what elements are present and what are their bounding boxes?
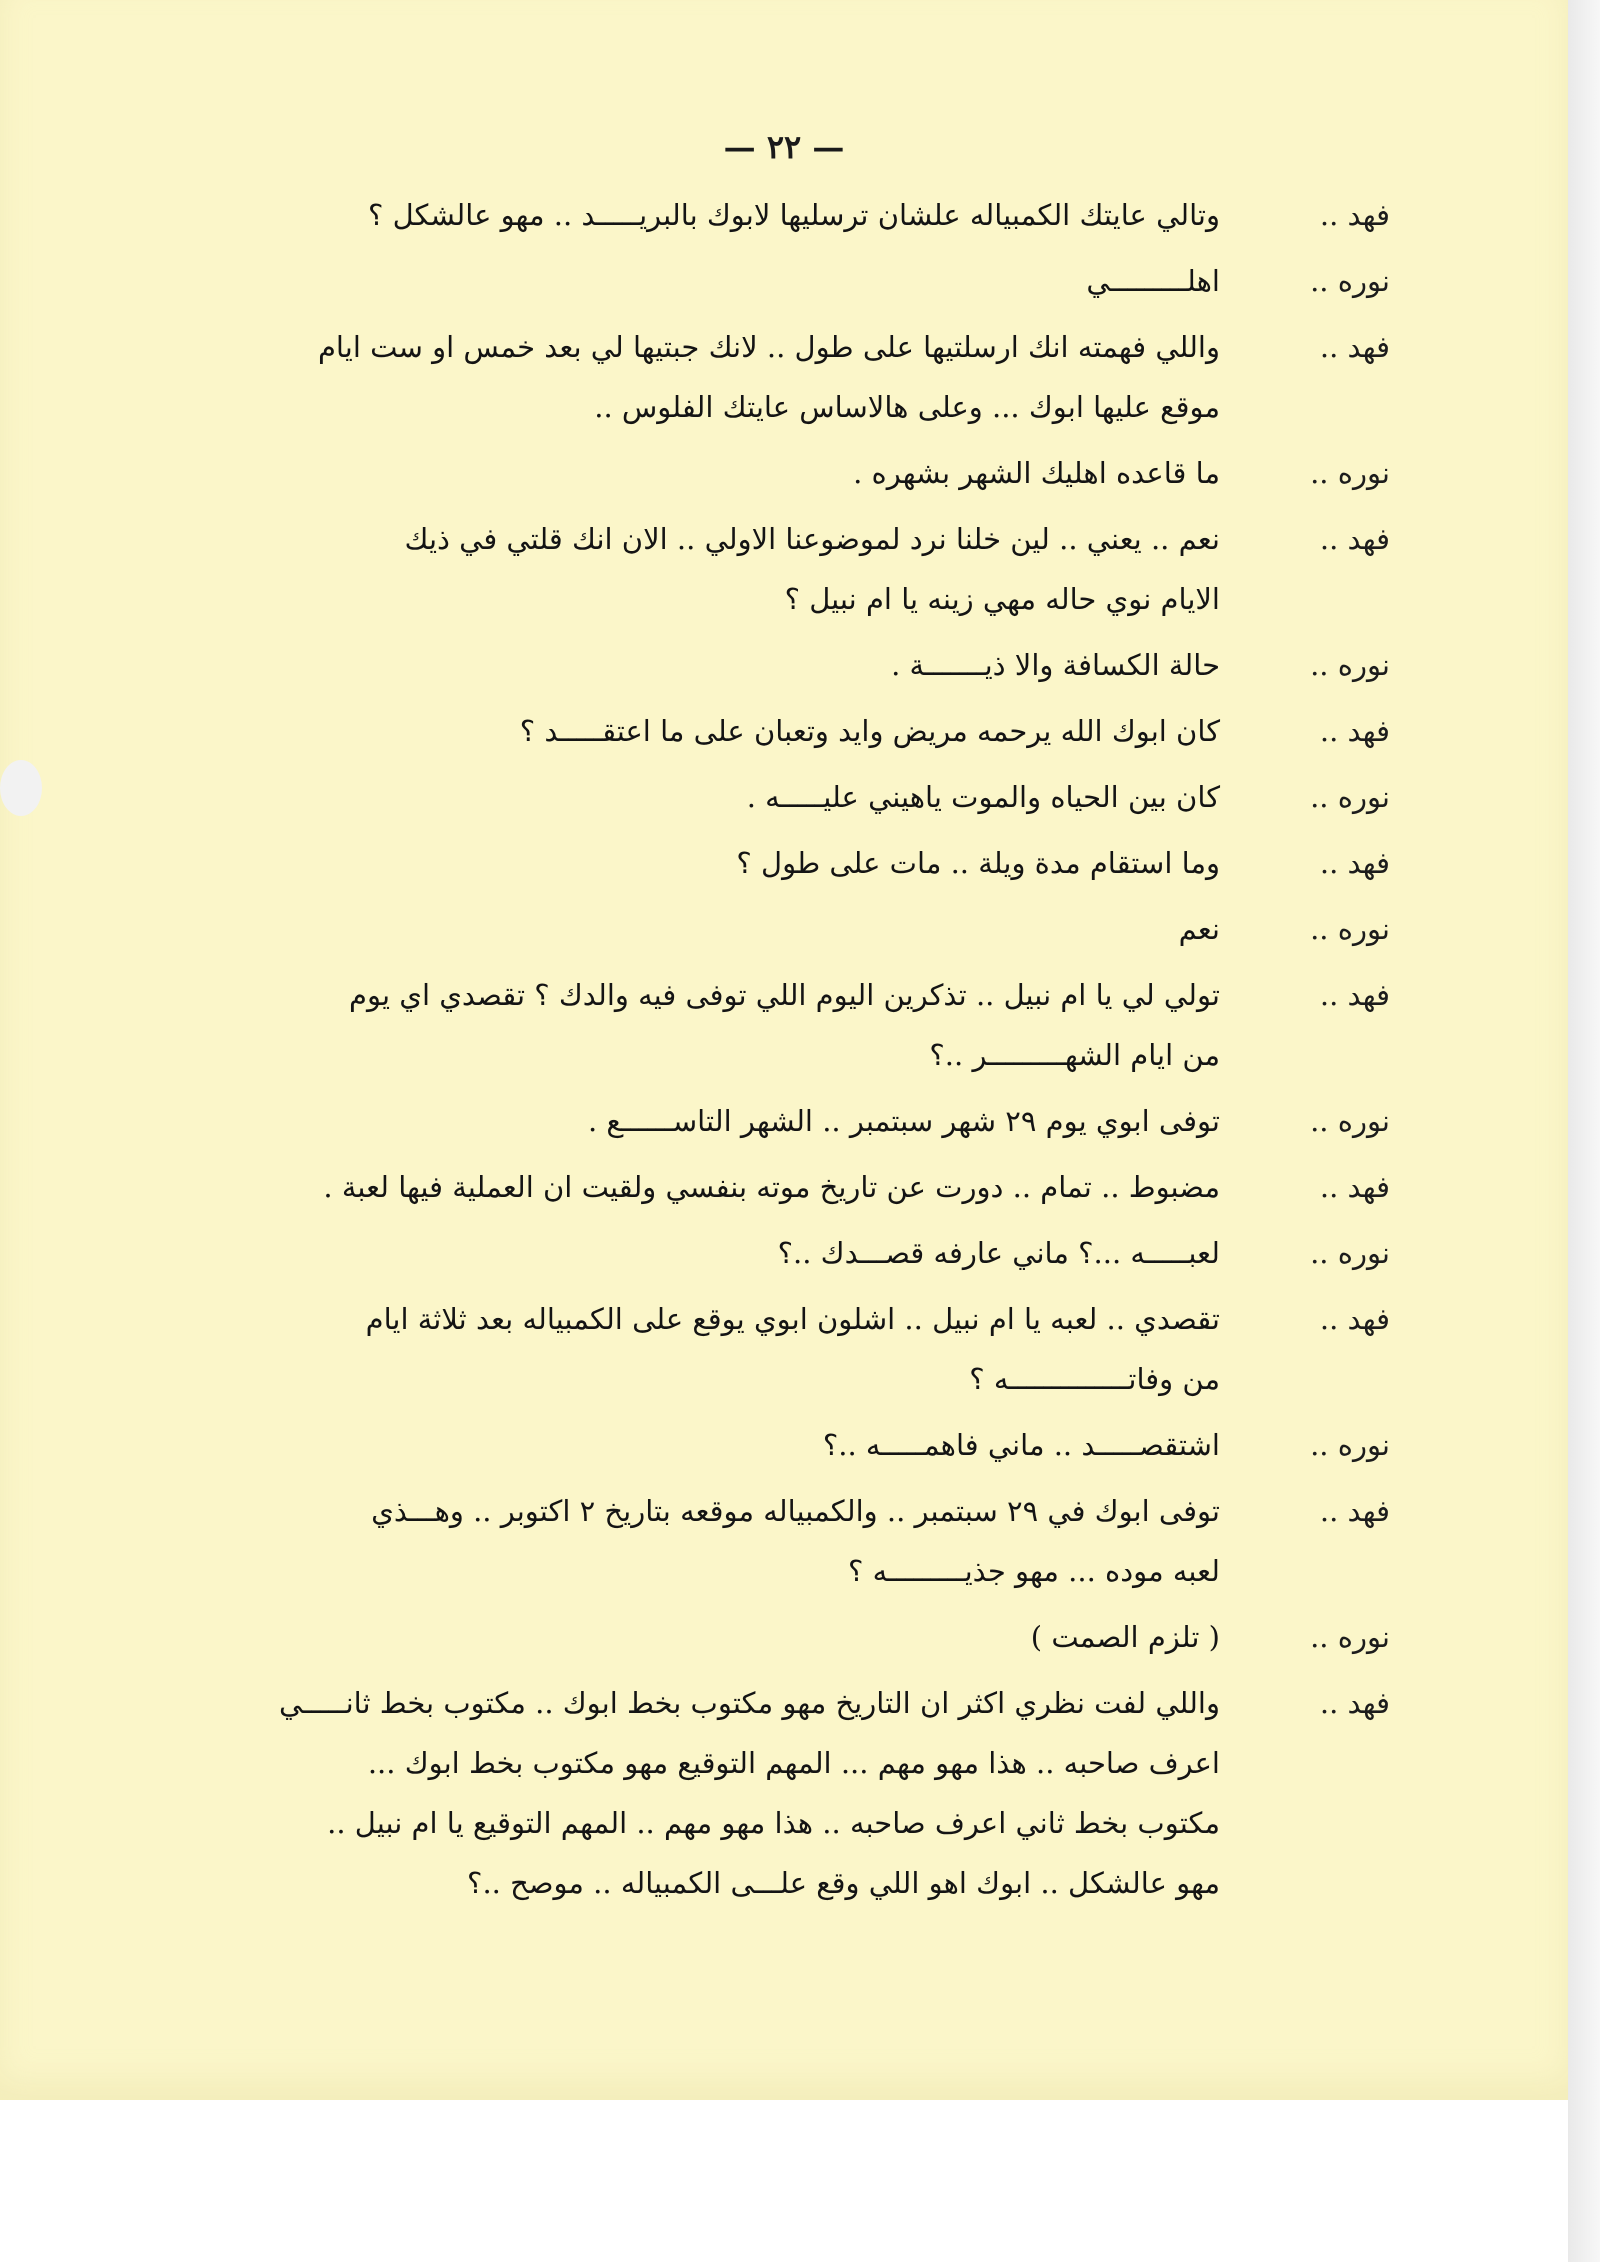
dialogue-row — [150, 635, 1390, 695]
dialogue-row — [150, 1607, 1390, 1667]
speaker-name: فهد .. — [1319, 1494, 1390, 1528]
speech-text — [150, 1091, 1220, 1151]
speaker-name: نوره .. — [1310, 912, 1390, 946]
speech-line: وتالي عايتك الكمبياله علشان ترسليها لابوك بالبريـــــد .. مهو عالشكل ؟ — [367, 198, 1220, 232]
speech-text — [150, 833, 1220, 893]
speaker-name: نوره .. — [1310, 264, 1390, 298]
speech-line: كان ابوك الله يرحمه مريض وايد وتعبان على ما اعتقـــــد ؟ — [519, 714, 1220, 748]
dialogue-row — [150, 1673, 1390, 1913]
dialogue-row — [150, 965, 1390, 1085]
dialogue-row — [150, 1091, 1390, 1151]
speech-line: نعم .. يعني .. لين خلنا نرد لموضوعنا الاولي .. الان انك قلتي في ذيك — [404, 522, 1220, 556]
dialogue-body — [150, 185, 1390, 1919]
dialogue-row — [150, 767, 1390, 827]
speech-line: من ايام الشهـــــــــر ..؟ — [929, 1038, 1220, 1072]
speech-text — [150, 251, 1220, 311]
dialogue-row — [150, 1481, 1390, 1601]
speech-line: لعبـــــه ...؟ ماني عارفه قصـــدك ..؟ — [777, 1236, 1220, 1270]
speech-text — [150, 767, 1220, 827]
speech-line: حالة الكسافة والا ذيـــــــة . — [891, 648, 1220, 682]
dialogue-row — [150, 509, 1390, 629]
dialogue-row — [150, 899, 1390, 959]
dialogue-row — [150, 833, 1390, 893]
speech-line: الايام نوي حاله مهي زينه يا ام نبيل ؟ — [784, 582, 1220, 616]
speaker-name: فهد .. — [1319, 846, 1390, 880]
speaker-name: فهد .. — [1319, 714, 1390, 748]
speech-line: واللي لفت نظري اكثر ان التاريخ مهو مكتوب بخط ابوك .. مكتوب بخط ثانـــــي — [278, 1686, 1220, 1720]
speech-line: مكتوب بخط ثاني اعرف صاحبه .. هذا مهو مهم .. المهم التوقيع يا ام نبيل .. — [327, 1806, 1220, 1840]
speech-line: مهو عالشكل .. ابوك اهو اللي وقع علـــى الكمبياله .. موصح ..؟ — [467, 1866, 1220, 1900]
speaker-name: فهد .. — [1319, 1686, 1390, 1720]
speaker-name: فهد .. — [1319, 522, 1390, 556]
speech-line: ( تلزم الصمت ) — [1030, 1620, 1220, 1654]
speech-line: وما استقام مدة ويلة .. مات على طول ؟ — [736, 846, 1220, 880]
speech-line: موقع عليها ابوك ... وعلى هالاساس عايتك الفلوس .. — [594, 390, 1220, 424]
dialogue-row — [150, 701, 1390, 761]
speech-line: توفى ابوي يوم ٢٩ شهر سبتمبر .. الشهر التاســــــع . — [588, 1104, 1220, 1138]
dialogue-row — [150, 185, 1390, 245]
dialogue-row — [150, 251, 1390, 311]
speech-text — [150, 1289, 1220, 1409]
speech-text — [150, 1415, 1220, 1475]
speech-line: ما قاعده اهليك الشهر بشهره . — [853, 456, 1220, 490]
speech-text — [150, 965, 1220, 1085]
speech-text — [150, 1607, 1220, 1667]
speaker-name: فهد .. — [1319, 198, 1390, 232]
speech-line: كان بين الحياه والموت ياهيني عليـــــه . — [746, 780, 1220, 814]
speech-text — [150, 185, 1220, 245]
speech-line: تقصدي .. لعبه يا ام نبيل .. اشلون ابوي يوقع على الكمبياله بعد ثلاثة ايام — [365, 1302, 1220, 1336]
speaker-name: نوره .. — [1310, 1236, 1390, 1270]
speech-text — [150, 443, 1220, 503]
speaker-name: نوره .. — [1310, 648, 1390, 682]
speaker-name: نوره .. — [1310, 1620, 1390, 1654]
scanner-edge — [1568, 0, 1600, 2262]
speech-line: اشتقصـــــد .. ماني فاهمـــــه ..؟ — [822, 1428, 1220, 1462]
speech-line: اعرف صاحبه .. هذا مهو مهم ... المهم التوقيع مهو مكتوب بخط ابوك ... — [367, 1746, 1220, 1780]
speaker-name: فهد .. — [1319, 1302, 1390, 1336]
speech-line: مضبوط .. تمام .. دورت عن تاريخ موته بنفسي ولقيت ان العملية فيها لعبة . — [323, 1170, 1220, 1204]
speech-text — [150, 701, 1220, 761]
speech-text — [150, 317, 1220, 437]
speech-line: لعبه موده ... مهو جذيـــــــــه ؟ — [847, 1554, 1220, 1588]
speech-line: نعم — [1178, 912, 1220, 946]
dialogue-row — [150, 1289, 1390, 1409]
speaker-name: فهد .. — [1319, 978, 1390, 1012]
speech-line: تولي لي يا ام نبيل .. تذكرين اليوم اللي توفى فيه والدك ؟ تقصدي اي يوم — [349, 978, 1220, 1012]
speech-text — [150, 899, 1220, 959]
paper-hole-mark — [0, 760, 42, 816]
speech-text — [150, 1223, 1220, 1283]
speaker-name: نوره .. — [1310, 1104, 1390, 1138]
dialogue-row — [150, 1415, 1390, 1475]
speech-text — [150, 635, 1220, 695]
speaker-name: نوره .. — [1310, 780, 1390, 814]
speech-line: من وفاتــــــــــــــه ؟ — [969, 1362, 1220, 1396]
speech-line: توفى ابوك في ٢٩ سبتمبر .. والكمبياله موقعه بتاريخ ٢ اكتوبر .. وهـــذي — [371, 1494, 1220, 1528]
speech-line: اهلـــــــــي — [1086, 264, 1220, 298]
dialogue-row — [150, 1157, 1390, 1217]
speech-text — [150, 1481, 1220, 1601]
speaker-name: فهد .. — [1319, 1170, 1390, 1204]
speaker-name: نوره .. — [1310, 1428, 1390, 1462]
page-number: — ٢٢ — — [723, 128, 845, 166]
dialogue-row — [150, 443, 1390, 503]
speaker-name: نوره .. — [1310, 456, 1390, 490]
speech-text — [150, 509, 1220, 629]
speech-line: واللي فهمته انك ارسلتيها على طول .. لانك جبتيها لي بعد خمس او ست ايام — [317, 330, 1220, 364]
dialogue-row — [150, 1223, 1390, 1283]
speech-text — [150, 1157, 1220, 1217]
speech-text — [150, 1673, 1220, 1913]
speaker-name: فهد .. — [1319, 330, 1390, 364]
dialogue-row — [150, 317, 1390, 437]
